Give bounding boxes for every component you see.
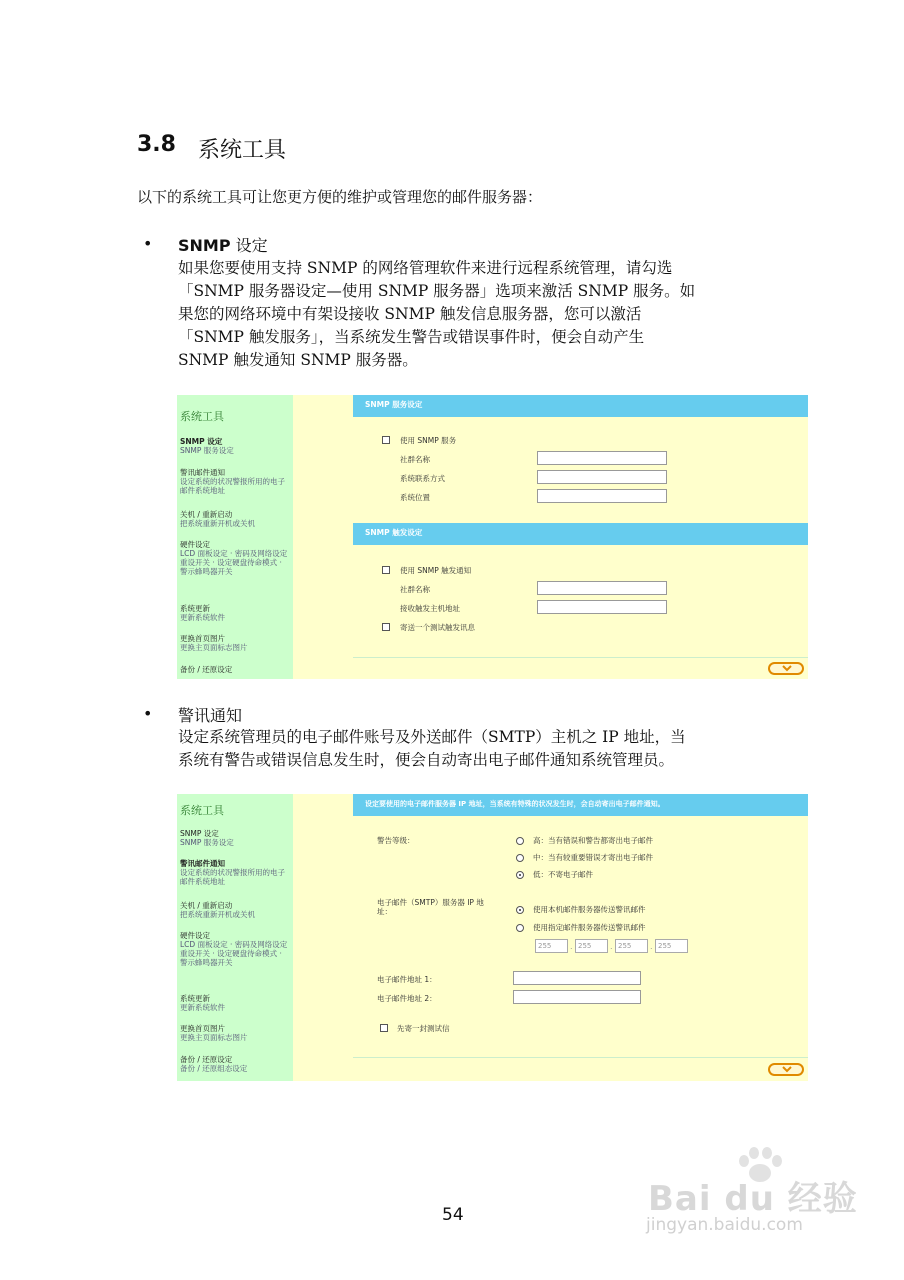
sidebar-item-heading: 警讯邮件通知 [180,859,225,868]
sidebar-item-heading: 关机 / 重新启动 [180,901,233,910]
alert-line-2: 系统有警告或错误信息发生时，便会自动寄出电子邮件通知系统管理员。 [178,751,675,769]
sidebar-item-desc: SNMP 服务设定 [180,446,234,455]
sidebar-item-backup[interactable] [180,1055,290,1073]
sidebar-item-heading: 系统更新 [180,994,210,1003]
ip-octet-2[interactable]: 255 [575,939,608,953]
ip-octet-3[interactable]: 255 [615,939,648,953]
snmp-server-band: SNMP 服务设定 [353,395,808,417]
sidebar-item-hardware[interactable] [180,931,290,967]
sidebar-item-desc: LCD 面板设定 · 密码及网络设定重设开关 · 设定硬盘待命模式 · 警示蜂鸣器开关 [180,549,288,576]
use-snmp-checkbox[interactable] [382,436,390,444]
bullet-title-bold: SNMP [178,236,231,255]
sidebar-item-shutdown[interactable] [180,901,290,919]
intro-text: 以下的系统工具可让您更方便的维护或管理您的邮件服务器： [137,188,543,206]
sidebar-item-backup[interactable] [180,665,290,674]
smtp-custom-label: 使用指定邮件服务器传送警讯邮件 [533,923,646,932]
sidebar-title: 系统工具 [180,804,224,817]
sidebar-item-alert[interactable] [180,468,290,495]
sidebar-item-desc: 更换主页面标志图片 [180,643,248,652]
sidebar-item-snmp[interactable] [180,437,290,455]
chevron-down-icon [782,1066,792,1073]
use-snmp-label: 使用 SNMP 服务 [400,436,457,445]
snmp-line-3: 果您的网络环境中有架设接收 SNMP 触发信息服务器，您可以激活 [178,305,642,323]
sidebar-item-shutdown[interactable] [180,510,290,528]
alert-band: 设定要使用的电子邮件服务器 IP 地址，当系统有特殊的状况发生时，会自动寄出电子邮件通知。 [353,794,808,816]
level-high-label: 高：当有错误和警告都寄出电子邮件 [533,836,653,845]
snmp-line-5: SNMP 触发通知 SNMP 服务器。 [178,351,418,369]
level-low-radio[interactable] [516,871,524,879]
bullet-title-snmp [178,233,268,256]
sidebar-item-heading: 备份 / 还原设定 [180,1055,233,1064]
sidebar-item-update[interactable] [180,994,290,1012]
section-number: 3.8 [137,132,176,157]
smtp-label: 电子邮件（SMTP）服务器 IP 地址： [377,898,484,916]
location-label: 系统位置 [400,493,430,502]
sidebar [177,395,293,679]
contact-input[interactable] [537,470,667,484]
section-title: 系统工具 [198,138,287,163]
community-label: 社群名称 [400,455,430,464]
smtp-custom-radio[interactable] [516,924,524,932]
sidebar-item-heading: 更换首页图片 [180,1024,225,1033]
sidebar-item-logo[interactable] [180,1024,290,1042]
ip-octet-1[interactable]: 255 [535,939,568,953]
location-input[interactable] [537,489,667,503]
sidebar-item-desc: 备份 / 还原组态设定 [180,1064,248,1073]
sidebar-item-snmp[interactable] [180,829,290,847]
sidebar-item-heading: SNMP 设定 [180,437,223,446]
trap-host-label: 接收触发主机地址 [400,604,460,613]
page-number: 54 [442,1205,464,1225]
bullet-title-rest: 设定 [230,236,268,255]
sidebar-item-update[interactable] [180,604,290,622]
bullet-dot-2: • [143,704,153,723]
sidebar-item-desc: 设定系统的状况警报所用的电子邮件系统地址 [180,477,285,495]
bullet-title-alert: 警讯通知 [178,706,243,725]
more-button[interactable] [768,1063,804,1076]
sidebar-item-heading: 警讯邮件通知 [180,468,225,477]
send-test-trap-checkbox[interactable] [382,623,390,631]
sidebar-item-alert[interactable] [180,859,290,886]
sidebar-item-heading: 更换首页图片 [180,634,225,643]
baidu-jingyan-watermark [638,1145,858,1245]
watermark-brand: Bai du 经验 [648,1179,858,1219]
sidebar-item-desc: LCD 面板设定 · 密码及网络设定重设开关 · 设定硬盘待命模式 · 警示蜂鸣器开关 [180,940,288,967]
level-high-radio[interactable] [516,837,524,845]
snmp-settings-screenshot [177,395,808,679]
sidebar-item-desc: 把系统重新开机或关机 [180,519,255,528]
sidebar-title: 系统工具 [180,410,224,423]
send-test-mail-checkbox[interactable] [380,1024,388,1032]
snmp-line-1: 如果您要使用支持 SNMP 的网络管理软件来进行远程系统管理，请勾选 [178,259,673,277]
sidebar-item-heading: 关机 / 重新启动 [180,510,233,519]
watermark-url: jingyan.baidu.com [646,1215,803,1235]
smtp-local-label: 使用本机邮件服务器传送警讯邮件 [533,905,646,914]
sidebar-item-logo[interactable] [180,634,290,652]
more-button[interactable] [768,662,804,675]
sidebar-item-desc: 更换主页面标志图片 [180,1033,248,1042]
bullet-dot-1: • [143,234,153,253]
sidebar-item-heading: 系统更新 [180,604,210,613]
send-test-mail-label: 先寄一封测试信 [397,1024,450,1033]
sidebar-item-desc: 设定系统的状况警报所用的电子邮件系统地址 [180,868,285,886]
sidebar-item-hardware[interactable] [180,540,290,576]
ip-octet-4[interactable]: 255 [655,939,688,953]
send-test-trap-label: 寄送一个测试触发讯息 [400,623,475,632]
alert-settings-screenshot [177,794,808,1081]
sidebar-item-heading: 备份 / 还原设定 [180,665,233,674]
use-trap-checkbox[interactable] [382,566,390,574]
snmp-line-2: 「SNMP 服务器设定—使用 SNMP 服务器」选项来激活 SNMP 服务。如 [178,282,696,300]
sidebar-item-heading: 硬件设定 [180,540,210,549]
sidebar-item-desc: 更新系统软件 [180,1003,225,1012]
ip-separator: . [570,942,573,951]
trap-community-input[interactable] [537,581,667,595]
divider [353,657,808,658]
snmp-paragraph [178,257,695,372]
email2-input[interactable] [513,990,641,1004]
alert-paragraph [178,726,686,772]
sidebar-item-desc: SNMP 服务设定 [180,838,234,847]
alert-level-label: 警告等级： [377,836,415,845]
alert-line-1: 设定系统管理员的电子邮件账号及外送邮件（SMTP）主机之 IP 地址，当 [178,728,686,746]
level-low-label: 低：不寄电子邮件 [533,870,593,879]
level-medium-label: 中：当有较重要错误才寄出电子邮件 [533,853,653,862]
smtp-local-radio[interactable] [516,906,524,914]
ip-separator: . [650,942,653,951]
sidebar-item-desc: 把系统重新开机或关机 [180,910,255,919]
email2-label: 电子邮件地址 2： [377,994,437,1003]
sidebar-item-heading: 硬件设定 [180,931,210,940]
snmp-line-4: 「SNMP 触发服务」，当系统发生警告或错误事件时，便会自动产生 [178,328,645,346]
snmp-trap-band: SNMP 触发设定 [353,523,808,545]
trap-host-input[interactable] [537,600,667,614]
sidebar-item-heading: SNMP 设定 [180,829,219,838]
sidebar [177,794,293,1081]
email1-input[interactable] [513,971,641,985]
ip-separator: . [610,942,613,951]
level-medium-radio[interactable] [516,854,524,862]
trap-community-label: 社群名称 [400,585,430,594]
divider [353,1057,808,1058]
chevron-down-icon [782,665,792,672]
sidebar-item-desc: 更新系统软件 [180,613,225,622]
contact-label: 系统联系方式 [400,474,445,483]
use-trap-label: 使用 SNMP 触发通知 [400,566,472,575]
community-input[interactable] [537,451,667,465]
email1-label: 电子邮件地址 1： [377,975,437,984]
